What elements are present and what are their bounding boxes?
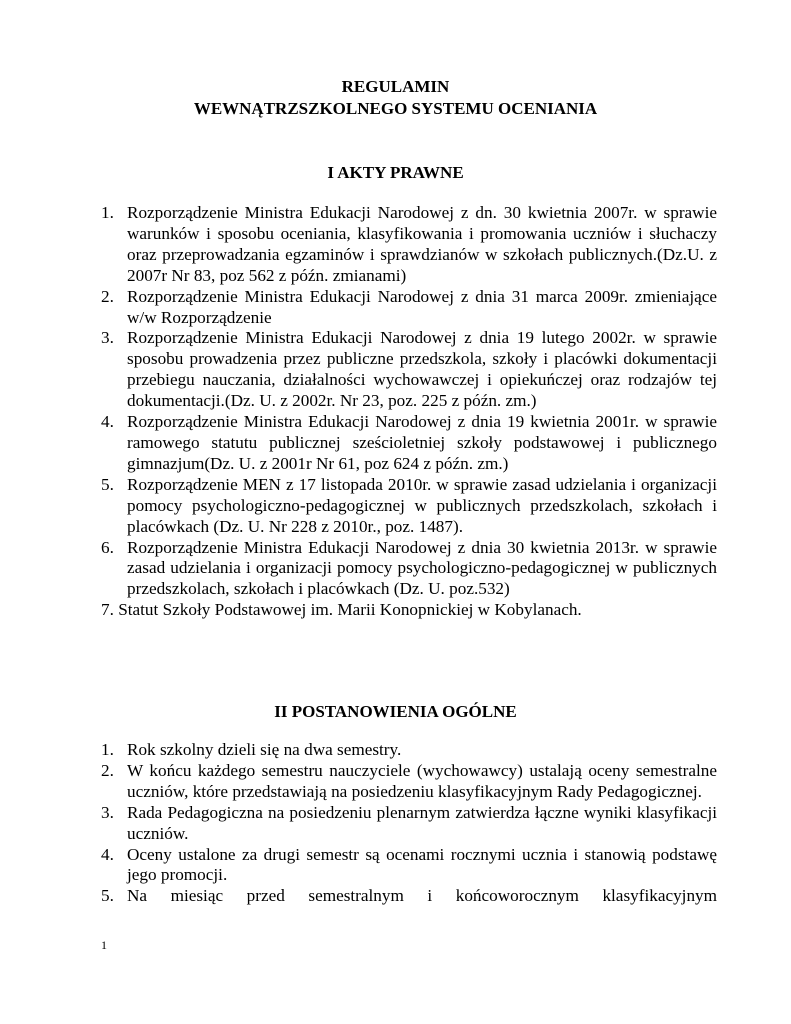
item-number: 5. xyxy=(101,474,114,494)
item-number: 4. xyxy=(101,844,114,864)
item-number: 3. xyxy=(101,328,114,348)
page-number: 1 xyxy=(101,938,107,952)
item-number: 2. xyxy=(101,286,114,306)
item-text: Rozporządzenie Ministra Edukacji Narodowej z dnia 19 kwietnia 2001r. w sprawie ramowego statutu publicznej sześcioletniej szkoły podstawowej i publicznego gimnazjum(Dz. U. z 2001r Nr 61, poz 624 z późn. zm.) xyxy=(127,412,717,473)
section1-heading: I AKTY PRAWNE xyxy=(327,163,464,182)
item-text: Na miesiąc przed semestralnym i końcoworocznym klasyfikacyjnym xyxy=(127,886,717,906)
list-item xyxy=(101,203,717,287)
document-title-line1: REGULAMIN xyxy=(341,77,450,96)
item-number: 1. xyxy=(101,203,114,222)
item-text: Rozporządzenie Ministra Edukacji Narodowej z dnia 31 marca 2009r. zmieniające w/w Rozporządzenie xyxy=(127,286,717,327)
list-item xyxy=(101,761,717,803)
list-item xyxy=(101,475,717,538)
item-number: 4. xyxy=(101,412,114,432)
list-item xyxy=(101,886,717,907)
list-item-statut: 7. Statut Szkoły Podstawowej im. Marii Konopnickiej w Kobylanach. xyxy=(101,600,582,620)
list-item xyxy=(101,803,717,845)
item-number: 2. xyxy=(101,760,114,780)
item-text: Rozporządzenie MEN z 17 listopada 2010r. w sprawie zasad udzielania i organizacji pomocy psychologiczno-pedagogicznej w publicznych przedszkolach, szkołach i placówkach (Dz. U. Nr 228 z 2010r., poz. 1487). xyxy=(127,474,717,536)
list-item xyxy=(101,845,717,887)
item-number: 1. xyxy=(101,740,114,759)
item-text: W końcu każdego semestru nauczyciele (wychowawcy) ustalają oceny semestralne uczniów, które przedstawiają na posiedzeniu klasyfikacyjnym Rady Pedagogicznej. xyxy=(127,760,717,801)
list-item xyxy=(101,538,717,601)
document-title-line2: WEWNĄTRZSZKOLNEGO SYSTEMU OCENIANIA xyxy=(193,99,598,118)
item-text: Rozporządzenie Ministra Edukacji Narodowej z dn. 30 kwietnia 2007r. w sprawie warunków i sposobu oceniania, klasyfikowania i promowania uczniów i słuchaczy oraz przeprowadzania egzaminów i sprawdzianów w szkołach publicznych.(Dz.U. z 2007r Nr 83, poz 562 z późn. zmianami) xyxy=(127,203,717,285)
item-text: Rozporządzenie Ministra Edukacji Narodowej z dnia 30 kwietnia 2013r. w sprawie zasad udzielania i organizacji pomocy psychologiczno-pedagogicznej w publicznych przedszkolach, szkołach i placówkach (Dz. U. poz.532) xyxy=(127,537,717,599)
item-number: 5. xyxy=(101,886,114,906)
section2-list xyxy=(101,740,717,907)
item-text: Oceny ustalone za drugi semestr są ocenami rocznymi ucznia i stanowią podstawę jego promocji. xyxy=(127,844,717,885)
item-number: 3. xyxy=(101,802,114,822)
list-item xyxy=(101,740,717,761)
item-text: Rozporządzenie Ministra Edukacji Narodowej z dnia 19 lutego 2002r. w sprawie sposobu prowadzenia przez publiczne przedszkola, szkoły i placówki dokumentacji przebiegu nauczania, działalności wychowawczej i opiekuńczej oraz rodzajów tej dokumentacji.(Dz. U. z 2002r. Nr 23, poz. 225 z późn. zm.) xyxy=(127,328,717,411)
section2-heading: II POSTANOWIENIA OGÓLNE xyxy=(274,702,517,721)
section1-list xyxy=(101,203,717,621)
item-text: Rada Pedagogiczna na posiedzeniu plenarnym zatwierdza łączne wyniki klasyfikacji uczniów. xyxy=(127,802,717,843)
list-item xyxy=(101,412,717,475)
item-number: 6. xyxy=(101,537,114,557)
list-item xyxy=(101,328,717,412)
list-item xyxy=(101,287,717,329)
item-text: Rok szkolny dzieli się na dwa semestry. xyxy=(127,740,402,759)
